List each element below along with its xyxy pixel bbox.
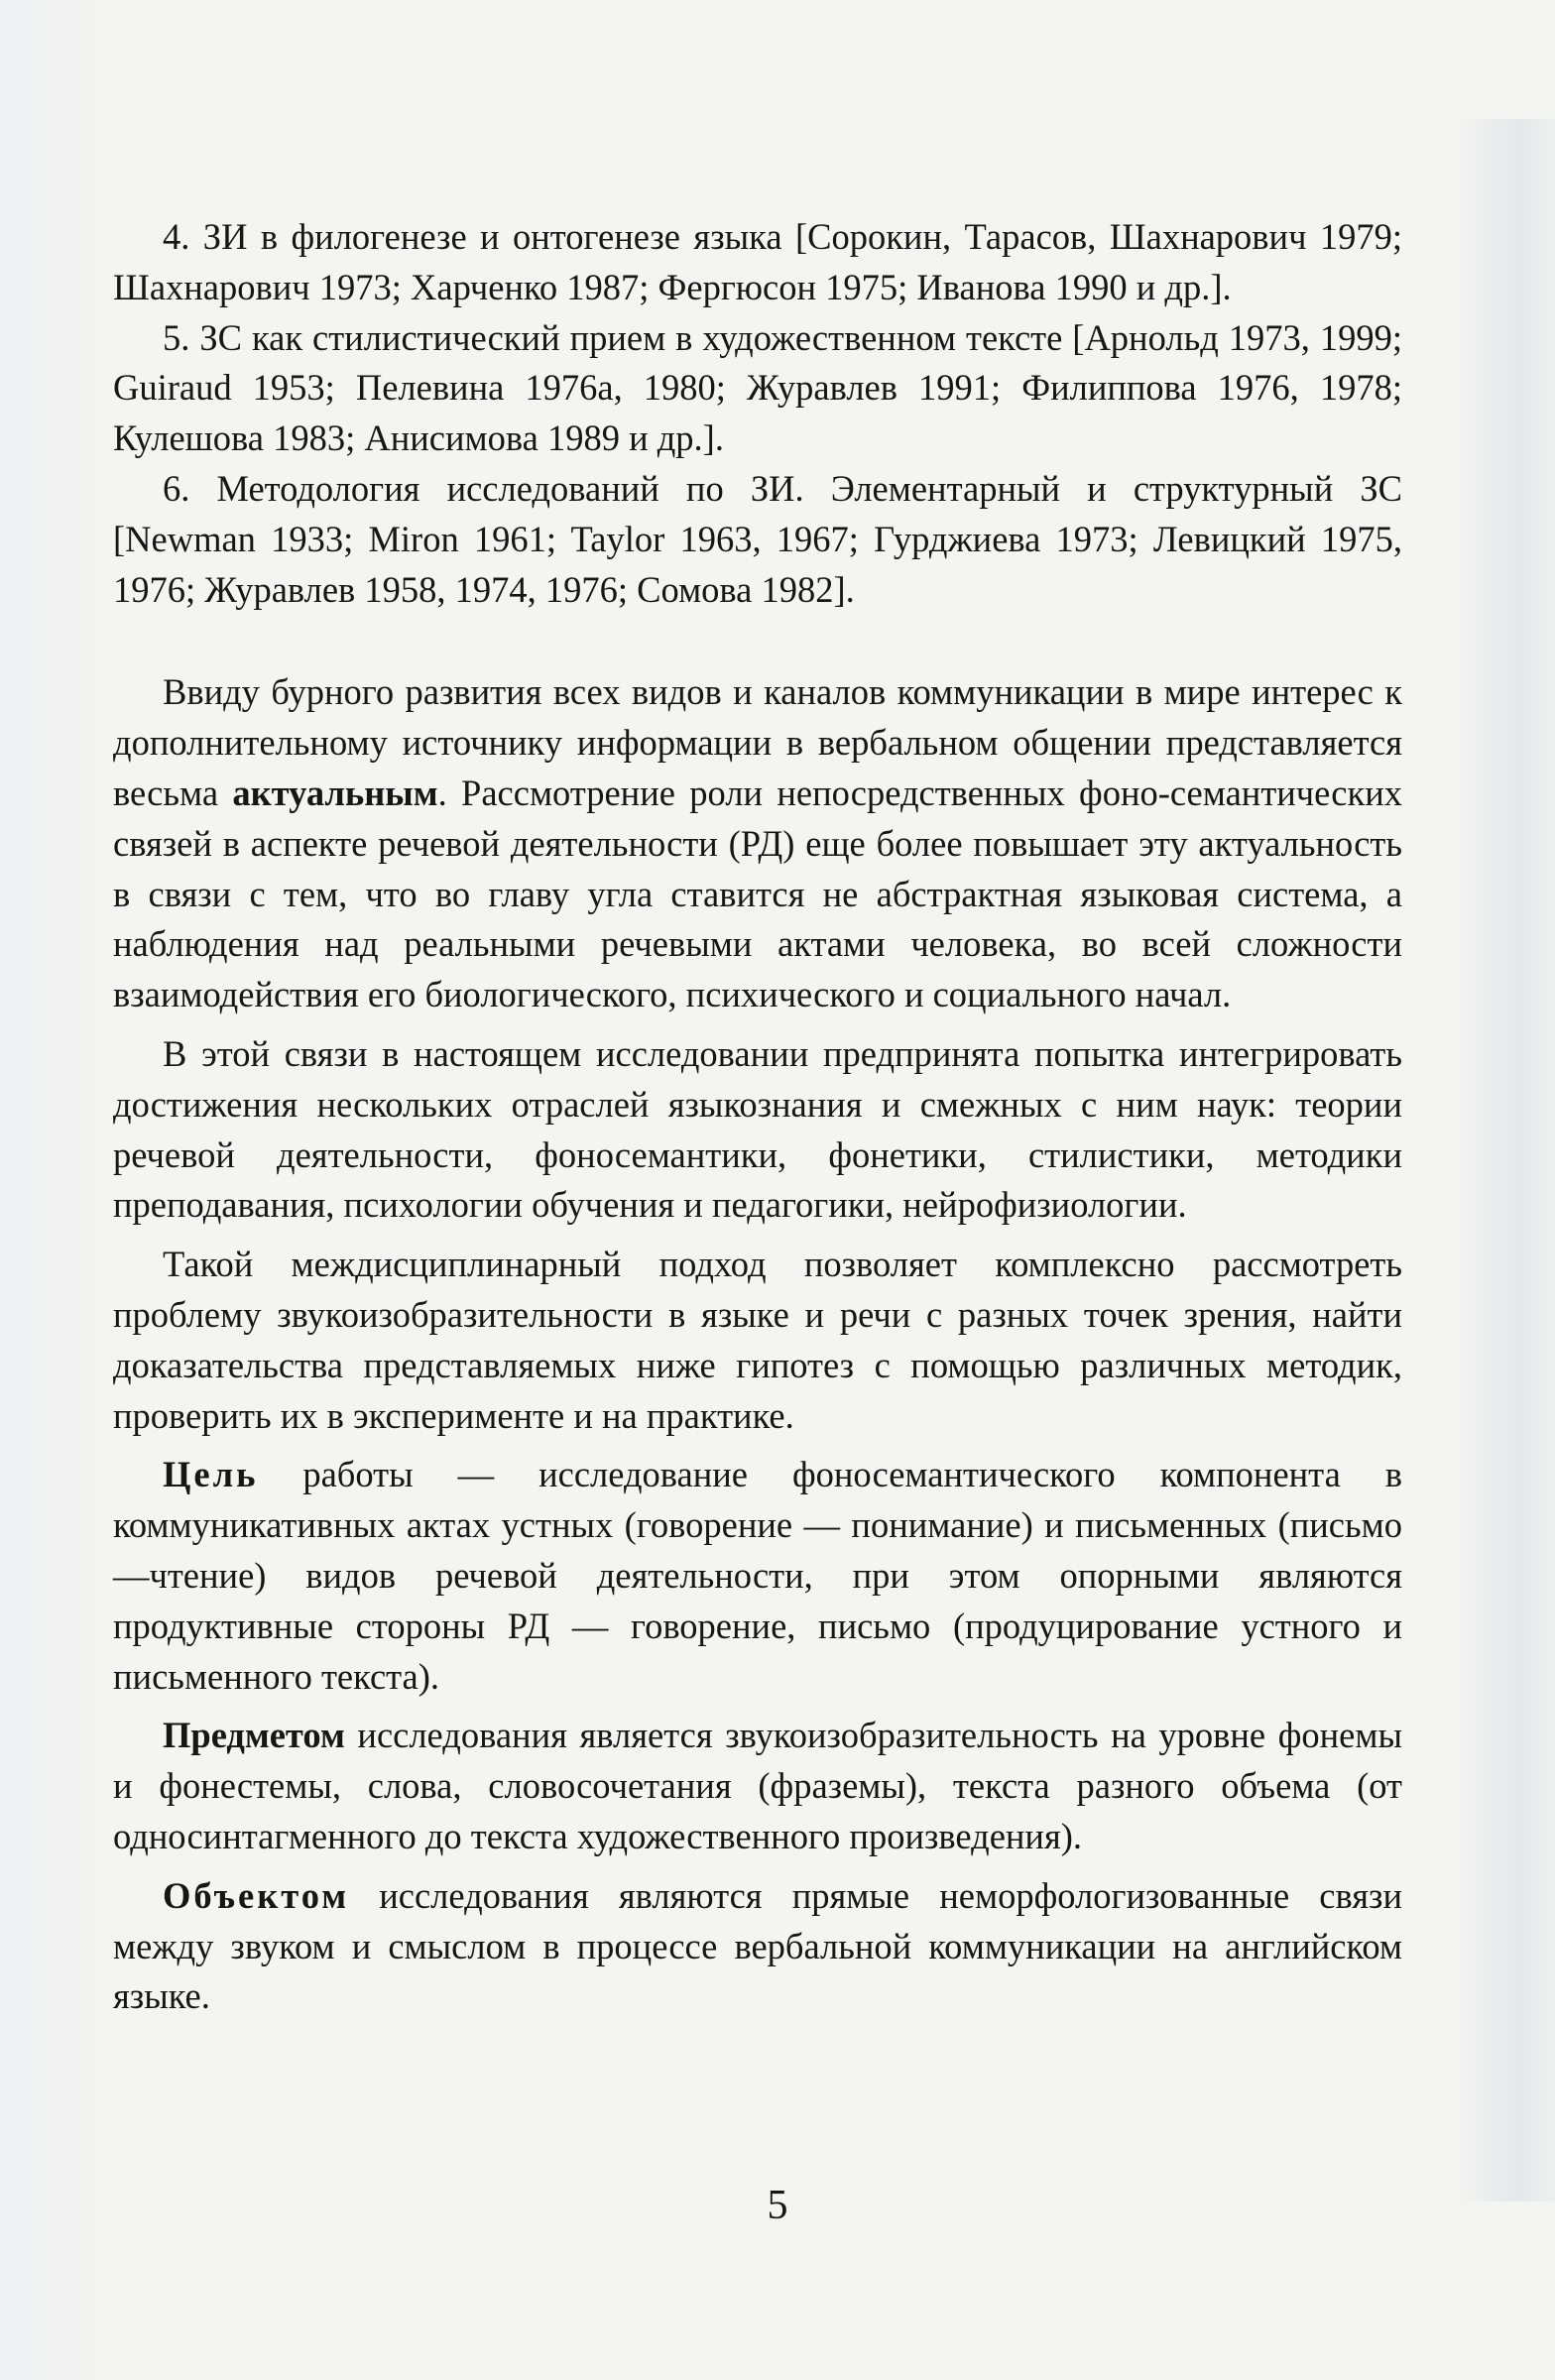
object-keyword: Объектом	[163, 1874, 350, 1916]
paragraph-object	[113, 1871, 1402, 2022]
list-item-5: 5. ЗС как стилистический прием в художественном тексте [Арнольд 1973, 1999; Guiraud 1953; Пелевина 1976а, 1980; Журавлев 1991; Филиппова 1976, 1978; Кулешова 1983; Анисимова 1989 и др.].	[113, 316, 1402, 459]
goal-keyword: Цель	[163, 1454, 259, 1495]
paragraph-relevance	[113, 667, 1402, 1020]
scan-shadow-left	[0, 0, 109, 2380]
page-text	[113, 212, 1402, 2022]
goal-text: работы — исследование фоносемантического компонента в коммуникативных актах устных (говорение — понимание) и письменных (письмо—чтение) видов речевой деятельности, при этом опорными являются продуктивные стороны РД — говорение, письмо (продуцирование устного и письменного текста).	[113, 1454, 1402, 1697]
subject-text: исследования является звукоизобразительность на уровне фонемы и фонестемы, слова, словосочетания (фраземы), текста разного объема (от односинтагменного до текста художественного произведения).	[113, 1715, 1402, 1856]
subject-keyword: Предметом	[163, 1715, 345, 1756]
relevance-text-start: Ввиду бурного развития всех видов и каналов коммуникации в мире интерес к дополнительному источнику информации в вербальном общении представляется весьма	[113, 671, 1402, 813]
paragraph-integration: В этой связи в настоящем исследовании предпринята попытка интегрировать достижения нескольких отраслей языкознания и смежных с ним наук: теории речевой деятельности, фоносемантики, фонетики, стилистики, методики преподавания, психологии обучения и педагогики, нейрофизиологии.	[113, 1032, 1402, 1226]
paragraph-goal	[113, 1450, 1402, 1702]
paragraph-subject	[113, 1711, 1402, 1861]
page-number: 5	[767, 2183, 788, 2228]
relevance-keyword: актуальным	[232, 772, 438, 813]
paragraph-approach: Такой междисциплинарный подход позволяет комплексно рассмотреть проблему звукоизобразительности в языке и речи с разных точек зрения, найти доказательства представляемых ниже гипотез с помощью различных методик, проверить их в эксперименте и на практике.	[113, 1244, 1402, 1436]
list-item-4: 4. ЗИ в филогенезе и онтогенезе языка [Сорокин, Тарасов, Шахнарович 1979; Шахнарович 1973; Харченко 1987; Фергюсон 1975; Иванова 1990 и др.].	[113, 216, 1402, 307]
relevance-text-end: . Рассмотрение роли непосредственных фоно-семантических связей в аспекте речевой деятельности (РД) еще более повышает эту актуальность в связи с тем, что во главу угла ставится не абстрактная языковая система, а наблюдения над реальными речевыми актами человека, во всей сложности взаимодействия его биологического, психического и социального начал.	[113, 772, 1402, 1015]
list-item-6: 6. Методология исследований по ЗИ. Элементарный и структурный ЗС [Newman 1933; Miron 1961; Taylor 1963, 1967; Гурджиева 1973; Левицкий 1975, 1976; Журавлев 1958, 1974, 1976; Сомова 1982].	[113, 467, 1402, 610]
scan-shadow-right	[1458, 119, 1555, 2202]
object-text: исследования являются прямые неморфологизованные связи между звуком и смыслом в процессе вербальной коммуникации на английском языке.	[113, 1874, 1402, 2017]
